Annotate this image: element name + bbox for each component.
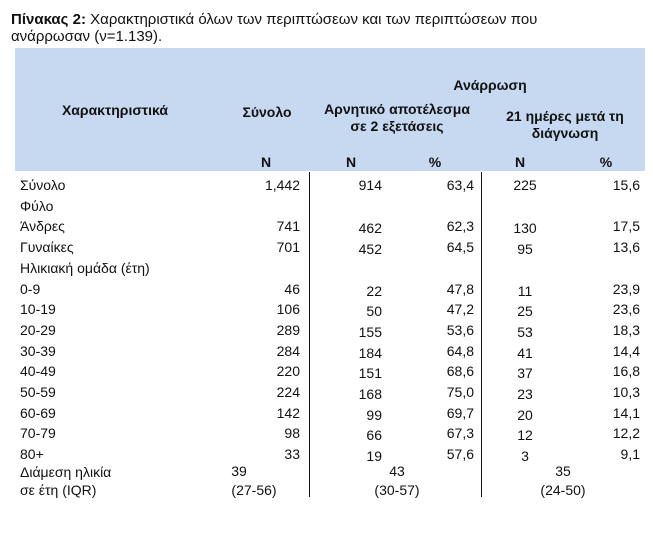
median-total: 39 [231,463,247,479]
row-label: Ηλικιακή ομάδα (έτη) [20,260,150,276]
cell-21days-pct: 18,3 [612,322,640,338]
cell-negative-pct: 68,6 [446,363,474,379]
cell-negative-pct: 67,3 [446,425,474,441]
cell-total: 33 [284,446,300,462]
cell-negative-n: 99 [366,407,382,423]
cell-21days-pct: 15,6 [612,177,640,193]
col-header-pct-negative: % [428,154,442,170]
cell-21days-n: 25 [517,303,533,319]
cell-21days-pct: 23,9 [612,281,640,297]
col-header-n-21days: N [514,154,526,170]
col-header-n-negative: N [345,154,357,170]
cell-negative-n: 168 [358,386,382,402]
cell-21days-n: 37 [517,365,533,381]
row-label: 10-19 [20,301,56,317]
cell-21days-pct [590,260,640,276]
cell-total: 224 [276,384,300,400]
row-label: 40-49 [20,363,56,379]
row-label: Σύνολο [20,177,66,193]
cell-21days-pct [590,198,640,214]
cell-21days-n: 12 [517,427,533,443]
cell-total: 46 [284,281,300,297]
cell-negative-n: 452 [358,241,382,257]
cell-21days-pct: 17,5 [612,218,640,234]
cell-21days-n: 225 [513,177,537,193]
row-label: 60-69 [20,405,56,421]
cell-21days-n: 41 [517,345,533,361]
cell-negative-n [338,262,382,278]
col-header-recovery: Ανάρρωση [453,77,527,93]
cell-21days-pct: 9,1 [620,446,640,462]
median-21days: 35 [555,463,571,479]
cell-negative-pct: 63,4 [446,177,474,193]
cell-negative-pct: 64,8 [446,343,474,359]
cell-total: 98 [284,425,300,441]
caption-label: Πίνακας 2: [11,11,86,28]
cell-total: 220 [276,363,300,379]
row-label: 0-9 [20,281,41,297]
row-label: 70-79 [20,425,56,441]
row-label: Φύλο [20,198,54,214]
column-divider [309,172,310,497]
cell-negative-pct: 53,6 [446,322,474,338]
median-negative: 43 [389,463,405,479]
cell-total: 106 [276,301,300,317]
cell-total: 701 [276,239,300,255]
cell-negative-pct: 62,3 [446,218,474,234]
cell-negative-n: 184 [358,345,382,361]
cell-negative-pct: 69,7 [446,405,474,421]
cell-total: 289 [276,322,300,338]
row-label: 50-59 [20,384,56,400]
cell-21days-n: 23 [517,386,533,402]
cell-negative-pct: 47,2 [446,301,474,317]
cell-total: 284 [276,343,300,359]
cell-total [236,260,300,276]
median-21days-iqr: (24-50) [540,482,586,498]
cell-negative-n: 66 [366,427,382,443]
col-header-negative: Αρνητικό αποτέλεσμα σε 2 εξετάσεις [324,101,470,134]
cell-negative-n: 914 [358,177,382,193]
cell-negative-n: 151 [358,365,382,381]
row-label: 30-39 [20,343,56,359]
column-divider [481,172,482,497]
cell-negative-n: 50 [366,303,382,319]
cell-21days-n: 95 [517,241,533,257]
row-label: Γυναίκες [20,239,74,255]
cell-21days-pct: 14,1 [612,405,640,421]
col-header-total: Σύνολο [242,104,292,120]
cell-21days-n: 3 [521,448,529,464]
col-header-n-total: N [260,154,272,170]
cell-21days-pct: 16,8 [612,363,640,379]
cell-21days-n: 20 [517,407,533,423]
row-label: 20-29 [20,322,56,338]
cell-negative-pct: 75,0 [446,384,474,400]
median-label-line1: Διάμεση ηλικία [20,464,112,480]
median-label-line2: σε έτη (IQR) [20,482,97,498]
cell-negative-pct: 47,8 [446,281,474,297]
cell-21days-n [505,262,545,278]
cell-21days-pct: 23,6 [612,301,640,317]
median-total-iqr: (27-56) [231,482,277,498]
cell-21days-n [505,198,545,214]
cell-21days-n: 130 [513,220,537,236]
table-caption [11,11,611,45]
col-header-21days: 21 ημέρες μετά τη διάγνωση [506,108,624,141]
cell-negative-n: 22 [366,283,382,299]
cell-negative-pct [420,260,474,276]
cell-21days-pct: 12,2 [612,425,640,441]
cell-negative-n: 155 [358,324,382,340]
cell-21days-n: 53 [517,324,533,340]
cell-negative-pct: 64,5 [446,239,474,255]
cell-total: 1,442 [264,177,300,193]
row-label: 80+ [20,446,44,462]
median-negative-iqr: (30-57) [374,482,420,498]
cell-negative-n: 462 [358,220,382,236]
col-header-pct-21days: % [599,154,613,170]
cell-negative-pct [420,198,474,214]
cell-21days-pct: 10,3 [612,384,640,400]
cell-total [236,198,300,214]
caption-text: Χαρακτηριστικά όλων των περιπτώσεων και των περιπτώσεων που ανάρρωσαν (ν=1.139). [11,11,538,45]
cell-total: 142 [276,405,300,421]
row-label: Άνδρες [20,218,65,234]
cell-21days-pct: 14,4 [612,343,640,359]
cell-total: 741 [276,218,300,234]
col-header-characteristics: Χαρακτηριστικά [61,102,169,118]
cell-21days-pct: 13,6 [612,239,640,255]
cell-negative-pct: 57,6 [446,446,474,462]
cell-negative-n [338,198,382,214]
cell-negative-n: 19 [366,448,382,464]
cell-21days-n: 11 [517,283,533,299]
